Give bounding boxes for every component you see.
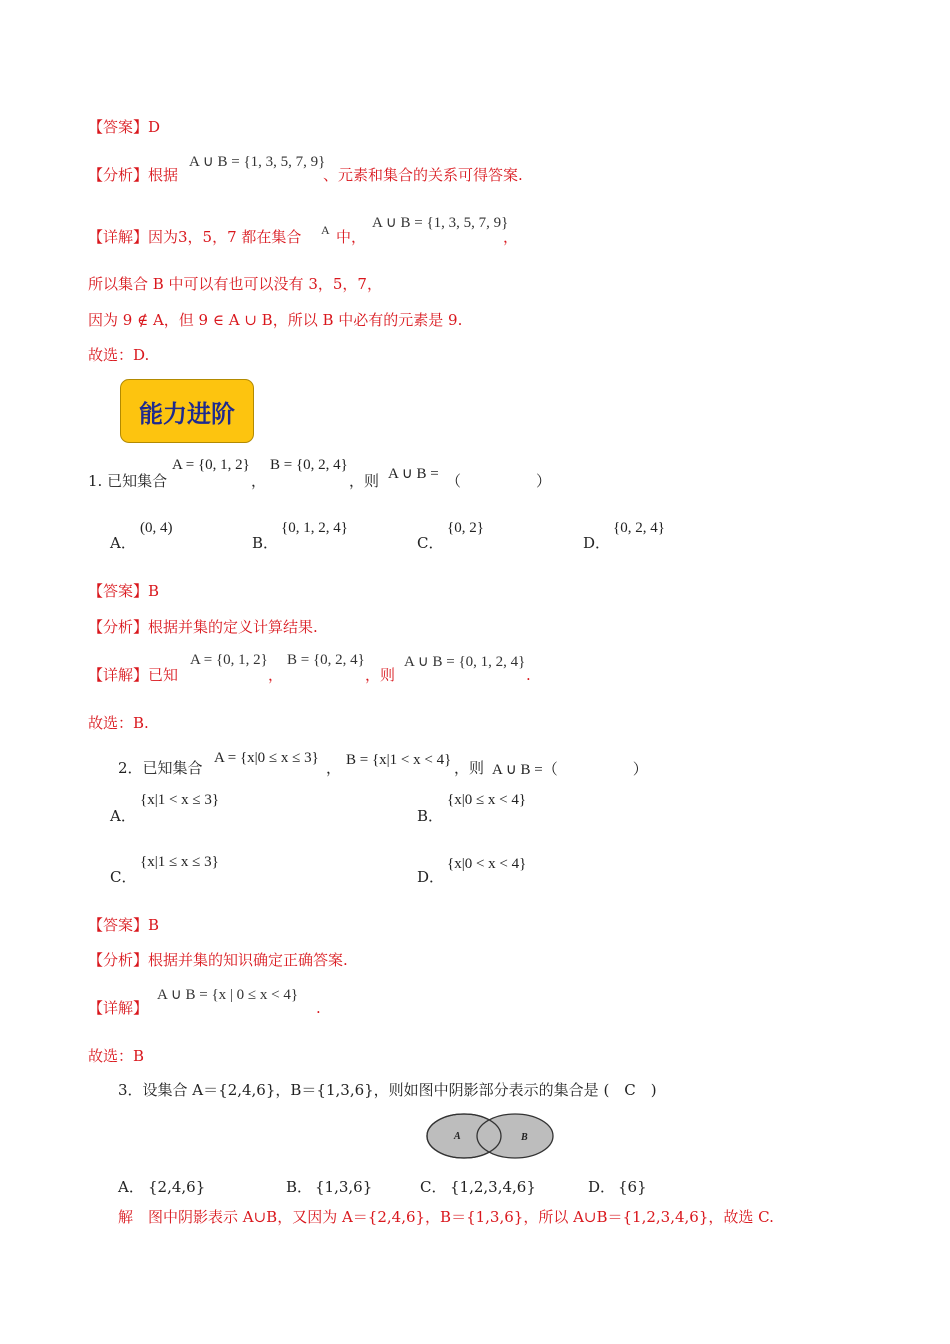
q3-option-b-value: {1,3,6} xyxy=(315,1178,373,1196)
q1-option-a-label: A． xyxy=(110,534,136,552)
q2-then: ，则 xyxy=(454,759,485,777)
q1-option-d-label: D． xyxy=(583,534,611,552)
q2-answer: 【答案】B xyxy=(88,916,160,934)
q2-set-b: B = {x|1 < x < 4} xyxy=(346,752,452,768)
q3-stem: 3．设集合 A＝{2,4,6}，B＝{1,3,6}，则如图中阴影部分表示的集合是 ( C ) xyxy=(118,1081,657,1099)
q3-option-b-label: B． xyxy=(286,1178,313,1196)
q3-option-a-label: A． xyxy=(118,1178,144,1196)
q1-ask: A ∪ B = xyxy=(388,466,439,482)
answer-1: 【答案】D xyxy=(88,118,161,136)
q2-option-d-value: {x|0 < x < 4} xyxy=(447,856,527,872)
q2-analysis: 【分析】根据并集的知识确定正确答案. xyxy=(88,951,348,969)
analysis-1-rest: 、元素和集合的关系可得答案. xyxy=(323,166,523,184)
q1-detail-sep: ， xyxy=(268,666,284,684)
q1-set-a: A = {0, 1, 2} xyxy=(172,457,250,473)
q1-option-b-label: B． xyxy=(252,534,279,552)
q1-detail-set-b: B = {0, 2, 4} xyxy=(287,652,365,668)
q2-option-c-value: {x|1 ≤ x ≤ 3} xyxy=(140,854,219,870)
q2-choose: 故选：B xyxy=(88,1047,145,1065)
q2-option-c-label: C． xyxy=(110,868,137,886)
q3-option-a-value: {2,4,6} xyxy=(148,1178,206,1196)
q2-option-a-label: A． xyxy=(110,807,136,825)
venn-circle-b xyxy=(477,1114,553,1158)
q1-option-c-value: {0, 2} xyxy=(447,520,484,536)
detail-1-math: A ∪ B = {1, 3, 5, 7, 9} xyxy=(372,215,509,231)
q2-set-a: A = {x|0 ≤ x ≤ 3} xyxy=(214,750,319,766)
venn-diagram xyxy=(426,1110,558,1162)
q1-detail-tag: 【详解】已知 xyxy=(88,666,179,684)
q2-option-a-value: {x|1 < x ≤ 3} xyxy=(140,792,220,808)
q1-detail-set-a: A = {0, 1, 2} xyxy=(190,652,268,668)
choose-1: 故选：D. xyxy=(88,346,150,364)
venn-label-a: A xyxy=(454,1131,461,1142)
analysis-1-math: A ∪ B = {1, 3, 5, 7, 9} xyxy=(189,154,326,170)
q2-detail-math: A ∪ B = {x | 0 ≤ x < 4} xyxy=(157,987,299,1003)
q1-stem: 1. 已知集合 xyxy=(88,472,168,490)
q1-paren: （ ） xyxy=(446,472,552,490)
detail-1-mid: 中， xyxy=(336,228,367,246)
q3-solution: 解 图中阴影表示 A∪B，又因为 A＝{2,4,6}，B＝{1,3,6}，所以 A∪B＝{1,2,3,4,6}，故选 C. xyxy=(118,1208,774,1226)
q1-option-b-value: {0, 1, 2, 4} xyxy=(281,520,348,536)
detail-1-line5: 因为 9 ∉ A，但 9 ∈ A ∪ B，所以 B 中必有的元素是 9. xyxy=(88,311,463,329)
q1-choose: 故选：B. xyxy=(88,714,149,732)
q2-detail-end: . xyxy=(316,999,321,1017)
q1-option-d-value: {0, 2, 4} xyxy=(613,520,665,536)
q1-analysis: 【分析】根据并集的定义计算结果. xyxy=(88,618,318,636)
detail-1-line4: 所以集合 B 中可以有也可以没有 3，5，7， xyxy=(88,275,382,293)
detail-1-end: ， xyxy=(503,228,519,246)
q2-option-b-value: {x|0 ≤ x < 4} xyxy=(447,792,527,808)
venn-label-b: B xyxy=(521,1132,528,1143)
q1-then: ，则 xyxy=(349,472,380,490)
q1-set-b: B = {0, 2, 4} xyxy=(270,457,348,473)
q3-option-d-label: D． xyxy=(588,1178,616,1196)
q1-option-c-label: C． xyxy=(417,534,444,552)
analysis-1-tag: 【分析】根据 xyxy=(88,166,179,184)
q2-option-b-label: B． xyxy=(417,807,444,825)
q2-sep: ， xyxy=(326,759,342,777)
q2-option-d-label: D． xyxy=(417,868,445,886)
q1-option-a-value: (0, 4) xyxy=(140,520,173,536)
q1-comma1: ， xyxy=(251,472,267,490)
q2-ask: A ∪ B =（ ） xyxy=(492,762,648,778)
detail-1-tag: 【详解】因为3，5，7 都在集合 xyxy=(88,228,302,246)
q1-detail-then: ，则 xyxy=(365,666,396,684)
q1-answer: 【答案】B xyxy=(88,582,160,600)
q1-detail-end: . xyxy=(526,666,531,684)
q3-option-c-value: {1,2,3,4,6} xyxy=(450,1178,536,1196)
q3-option-d-value: {6} xyxy=(618,1178,647,1196)
section-banner: 能力进阶 xyxy=(120,379,254,443)
detail-1-setname: A xyxy=(321,223,330,237)
q2-detail-tag: 【详解】 xyxy=(88,999,149,1017)
q1-detail-result: A ∪ B = {0, 1, 2, 4} xyxy=(404,654,526,670)
q2-stem: 2．已知集合 xyxy=(118,759,203,777)
q3-option-c-label: C． xyxy=(420,1178,447,1196)
